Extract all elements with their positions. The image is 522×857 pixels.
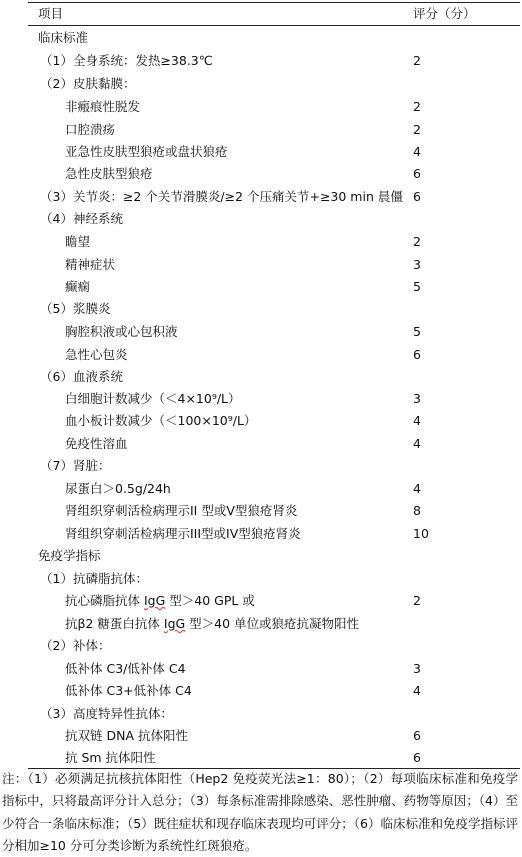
item-label: 肾组织穿刺活检病理示II 型或V型狼疮肾炎 <box>65 503 298 518</box>
table-row <box>28 590 520 612</box>
table-row <box>28 163 520 185</box>
score-value: 2 <box>413 593 421 608</box>
table-row <box>28 254 520 276</box>
score-value: 3 <box>413 257 421 272</box>
item-label: 尿蛋白＞0.5g/24h <box>65 481 171 496</box>
group-label: （3）高度特异性抗体： <box>40 706 173 721</box>
score-value: 4 <box>413 144 421 159</box>
table-row <box>28 276 520 298</box>
item-label: 免疫性溶血 <box>65 436 128 451</box>
item-label: 瞻望 <box>65 234 91 249</box>
table-row <box>28 658 520 680</box>
table-row <box>28 321 520 343</box>
item-label: 胸腔积液或心包积液 <box>65 324 178 339</box>
item-label: 白细胞计数减少（＜4×10⁹/L） <box>65 391 241 406</box>
score-value: 6 <box>413 166 421 181</box>
group-header <box>28 703 520 725</box>
item-label: 抗心磷脂抗体 IgG 型＞40 GPL 或 <box>65 593 255 608</box>
item-label: 低补体 C3/低补体 C4 <box>65 661 186 676</box>
group-header <box>28 298 520 320</box>
group-label: （1）抗磷脂抗体： <box>40 571 148 586</box>
item-label: 抗β2 糖蛋白抗体 IgG 型＞40 单位或狼疮抗凝物阳性 <box>65 616 360 631</box>
group-label: （4）神经系统 <box>40 211 123 226</box>
header-item: 项目 <box>38 6 64 21</box>
group-label: （5）浆膜炎 <box>40 301 111 316</box>
group-label: （6）血液系统 <box>40 369 123 384</box>
table-row <box>28 613 520 635</box>
item-label: 血小板计数减少（＜100×10⁹/L） <box>65 413 257 428</box>
table-row <box>28 747 520 769</box>
item-label: 口腔溃疡 <box>65 122 116 137</box>
score-value: 6 <box>413 347 421 362</box>
score-value: 8 <box>413 503 421 518</box>
group-header <box>28 73 520 95</box>
group-label: （7）肾脏： <box>40 458 111 473</box>
score-value: 2 <box>413 122 421 137</box>
score-value: 2 <box>413 99 421 114</box>
score-value: 2 <box>413 234 421 249</box>
header-rule <box>28 25 520 26</box>
group-header <box>28 635 520 657</box>
group-header <box>28 455 520 477</box>
score-value: 4 <box>413 683 421 698</box>
score-value: 4 <box>413 481 421 496</box>
score-value: 5 <box>413 324 421 339</box>
score-value: 5 <box>413 279 421 294</box>
item-label: 亚急性皮肤型狼疮或盘状狼疮 <box>65 144 228 159</box>
score-value: 4 <box>413 413 421 428</box>
score-value: 4 <box>413 436 421 451</box>
score-value: 3 <box>413 391 421 406</box>
section-title: 临床标准 <box>38 30 89 45</box>
header-score: 评分（分） <box>413 6 476 21</box>
group-label: （2）皮肤黏膜： <box>40 76 136 91</box>
table-row <box>28 478 520 500</box>
table-header-row <box>28 3 520 25</box>
item-label: 抗 Sm 抗体阳性 <box>65 750 156 765</box>
table-row <box>28 231 520 253</box>
section-title: 免疫学指标 <box>38 548 101 563</box>
item-label: 精神症状 <box>65 257 116 272</box>
table-row <box>28 433 520 455</box>
score-value: 3 <box>413 661 421 676</box>
item-label: 急性皮肤型狼疮 <box>65 166 153 181</box>
table-row <box>28 96 520 118</box>
section-immunology <box>28 545 520 567</box>
score-value: 6 <box>413 728 421 743</box>
table-row <box>28 119 520 141</box>
score-value: 10 <box>413 526 429 541</box>
group-header <box>28 366 520 388</box>
table-row <box>28 500 520 522</box>
group-label: （2）补体： <box>40 638 111 653</box>
table-row <box>28 186 520 208</box>
section-clinical <box>28 27 520 49</box>
score-value: 6 <box>413 189 421 204</box>
group-label: （3）关节炎：≥2 个关节滑膜炎/≥2 个压痛关节+≥30 min 晨僵 <box>40 189 403 204</box>
table-row <box>28 141 520 163</box>
item-label: 肾组织穿刺活检病理示III型或IV型狼疮肾炎 <box>65 526 301 541</box>
table-row <box>28 344 520 366</box>
group-header <box>28 568 520 590</box>
table-row <box>28 410 520 432</box>
item-label: 非瘢痕性脱发 <box>65 99 141 114</box>
table-row <box>28 680 520 702</box>
table-row <box>28 50 520 72</box>
item-label: 抗双链 DNA 抗体阳性 <box>65 728 188 743</box>
item-label: 急性心包炎 <box>65 347 128 362</box>
table-row <box>28 725 520 747</box>
score-value: 6 <box>413 750 421 765</box>
table-row <box>28 523 520 545</box>
group-label: （1）全身系统：发热≥38.3℃ <box>40 53 213 68</box>
table-row <box>28 388 520 410</box>
item-label: 癫痫 <box>65 279 91 294</box>
footnote: 注：（1）必须满足抗核抗体阳性（Hep2 免疫荧光法≥1：80）；（2）每项临床标准和免疫学指标中，只将最高评分计入总分；（3）每条标准需排除感染、恶性肿瘤、药物等原因；（4）至少符合一条临床标准；（5）既往症状和现存临床表现均可评分；（6）临床标准和免疫学指标评分相加≥10 分可分类诊断为系统性红斑狼疮。 <box>2 771 518 853</box>
item-label: 低补体 C3+低补体 C4 <box>65 683 192 698</box>
score-value: 2 <box>413 53 421 68</box>
group-header <box>28 208 520 230</box>
